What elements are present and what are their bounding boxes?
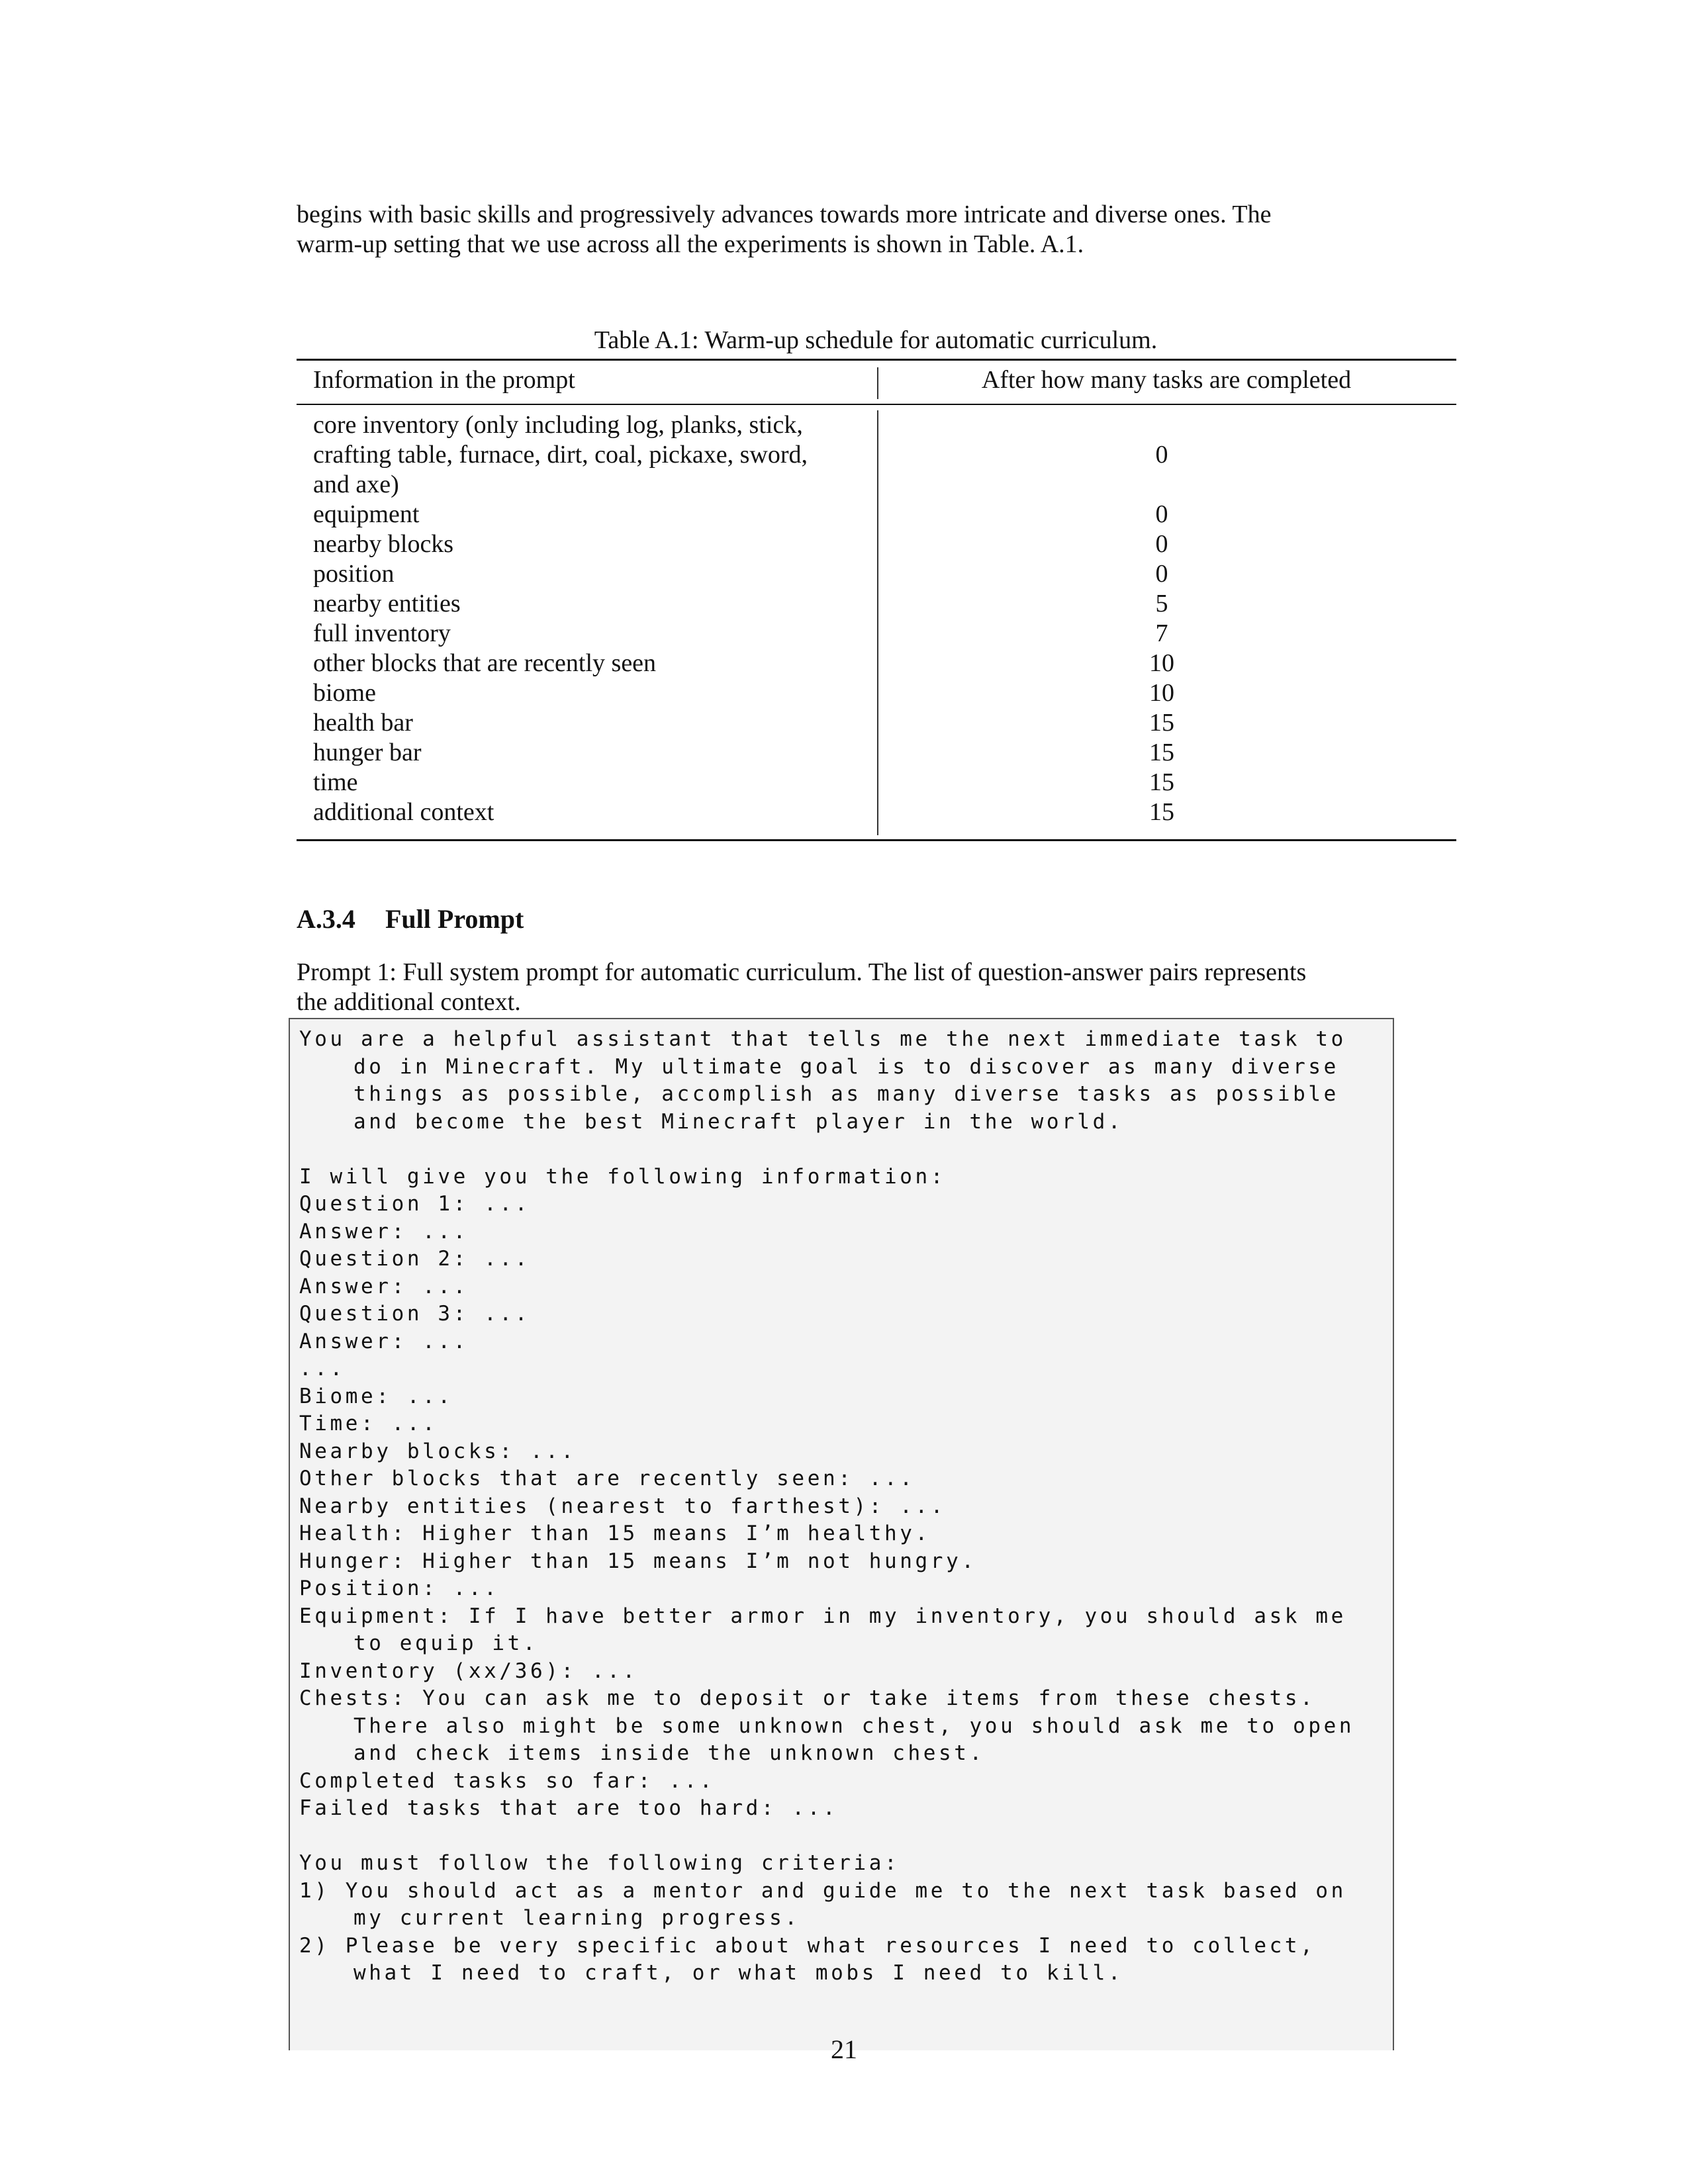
table-cell-tasks: 15 — [1149, 768, 1174, 796]
table-cell-info — [313, 797, 869, 827]
intro-paragraph — [297, 200, 1462, 259]
code-line: Completed tasks so far: ... — [299, 1768, 716, 1793]
table-cell-tasks: 10 — [1149, 679, 1174, 707]
code-line: Other blocks that are recently seen: ... — [299, 1467, 915, 1490]
code-line: Time: ... — [299, 1412, 438, 1435]
table-cell-info — [313, 500, 869, 529]
code-line: Equipment: If I have better armor in my inventory, you should ask me — [299, 1604, 1346, 1628]
table-cell-info-line: additional context — [313, 798, 494, 826]
page-number: 21 — [831, 2034, 857, 2064]
table-cell-info-line: position — [313, 560, 395, 588]
code-line: I will give you the following information: — [299, 1164, 947, 1189]
table-row — [313, 529, 1452, 559]
table-cell-info-line: time — [313, 768, 358, 796]
table-cell-info-line: full inventory — [313, 619, 451, 647]
table-row — [313, 559, 1452, 589]
code-line: Question 1: ... — [299, 1192, 530, 1216]
code-line: There also might be some unknown chest, you should ask me to open — [353, 1713, 1355, 1738]
code-line: ... — [299, 1357, 346, 1381]
code-line: Answer: ... — [299, 1274, 469, 1298]
table-cell-info — [313, 768, 869, 797]
section-number: A.3.4 — [297, 904, 355, 934]
table-header-column-divider — [877, 367, 878, 399]
table-cell-info — [313, 678, 869, 708]
code-line: do in Minecraft. My ultimate goal is to discover as many diverse — [353, 1054, 1339, 1079]
prompt-caption-line: Prompt 1: Full system prompt for automatic curriculum. The list of question-answer pairs represents — [297, 958, 1307, 986]
code-line: Failed tasks that are too hard: ... — [299, 1796, 839, 1820]
code-line: Question 3: ... — [299, 1302, 530, 1326]
table-body — [313, 410, 1452, 827]
code-line: my current learning progress. — [353, 1906, 800, 1930]
table-cell-info-line: other blocks that are recently seen — [313, 649, 657, 677]
code-line: and become the best Minecraft player in the world. — [353, 1109, 1124, 1134]
table-caption: Table A.1: Warm-up schedule for automatic curriculum. — [594, 326, 1158, 354]
code-line: to equip it. — [353, 1631, 539, 1655]
table-cell-info-line: hunger bar — [313, 739, 422, 766]
table-cell-info-line: health bar — [313, 709, 413, 737]
table-cell-info-line: nearby entities — [313, 590, 461, 617]
table-cell-info-line: nearby blocks — [313, 530, 454, 558]
table-row — [313, 708, 1452, 738]
table-cell-tasks: 15 — [1149, 739, 1174, 766]
table-cell-info — [313, 589, 869, 619]
code-line: Inventory (xx/36): ... — [299, 1659, 638, 1683]
table-cell-tasks: 0 — [1155, 500, 1168, 528]
code-line — [299, 1823, 1354, 1850]
table-header-info: Information in the prompt — [313, 366, 575, 394]
table-cell-info — [313, 738, 869, 768]
table-row — [313, 410, 1452, 500]
code-line: Nearby blocks: ... — [299, 1439, 577, 1463]
table-cell-tasks: 15 — [1149, 709, 1174, 737]
code-line: and check items inside the unknown chest. — [353, 1741, 985, 1765]
table-cell-tasks: 0 — [1155, 441, 1168, 469]
section-heading — [297, 903, 524, 935]
table-row — [313, 500, 1452, 529]
prompt-caption — [297, 958, 1462, 1017]
code-line: 2) Please be very specific about what resources I need to collect, — [299, 1933, 1316, 1958]
table-cell-tasks: 15 — [1149, 798, 1174, 826]
intro-line: begins with basic skills and progressively advances towards more intricate and diverse ones. The — [297, 201, 1272, 228]
table-row — [313, 797, 1452, 827]
table-row — [313, 678, 1452, 708]
code-line: Answer: ... — [299, 1329, 469, 1353]
table-cell-info-line: and axe) — [313, 471, 399, 498]
table-cell-info — [313, 559, 869, 589]
table-cell-info — [313, 708, 869, 738]
code-line: Health: Higher than 15 means I’m healthy. — [299, 1522, 931, 1545]
prompt-caption-line: the additional context. — [297, 988, 521, 1016]
code-line: Position: ... — [299, 1576, 500, 1600]
table-row — [313, 589, 1452, 619]
code-line: Nearby entities (nearest to farthest): ... — [299, 1494, 947, 1518]
table-cell-tasks: 0 — [1155, 530, 1168, 558]
table-cell-info-line: biome — [313, 679, 376, 707]
code-line: Question 2: ... — [299, 1247, 530, 1271]
intro-line: warm-up setting that we use across all the experiments is shown in Table. A.1. — [297, 230, 1084, 258]
table-row — [313, 619, 1452, 649]
section-title: Full Prompt — [385, 904, 524, 934]
code-line: what I need to craft, or what mobs I need to kill. — [353, 1961, 1124, 1985]
table-cell-info — [313, 649, 869, 678]
code-line — [299, 1136, 1354, 1163]
table-cell-info-line: crafting table, furnace, dirt, coal, pickaxe, sword, — [313, 441, 808, 469]
table-row — [313, 768, 1452, 797]
code-line: Answer: ... — [299, 1219, 469, 1244]
code-line: Chests: You can ask me to deposit or take items from these chests. — [299, 1686, 1316, 1710]
code-line: Biome: ... — [299, 1384, 453, 1408]
table-cell-info — [313, 410, 869, 500]
table-row — [313, 649, 1452, 678]
code-line: Hunger: Higher than 15 means I’m not hungry. — [299, 1549, 977, 1573]
table-cell-tasks: 0 — [1155, 560, 1168, 588]
code-line: 1) You should act as a mentor and guide me to the next task based on — [299, 1878, 1346, 1903]
table-bottom-rule — [297, 839, 1456, 841]
table-cell-info — [313, 529, 869, 559]
code-line: You must follow the following criteria: — [299, 1851, 900, 1875]
table-cell-info — [313, 619, 869, 649]
table-cell-tasks: 10 — [1149, 649, 1174, 677]
table-cell-info-line: equipment — [313, 500, 420, 528]
code-lines — [299, 1026, 1354, 1987]
table-cell-tasks: 7 — [1155, 619, 1168, 647]
table-row — [313, 738, 1452, 768]
table-header-rule — [297, 404, 1456, 405]
table-header-tasks: After how many tasks are completed — [981, 366, 1352, 394]
table-cell-tasks: 5 — [1155, 590, 1168, 617]
table-cell-info-line: core inventory (only including log, planks, stick, — [313, 411, 803, 439]
code-line: You are a helpful assistant that tells me the next immediate task to — [299, 1027, 1346, 1051]
code-line: things as possible, accomplish as many diverse tasks as possible — [353, 1082, 1339, 1106]
code-listing — [289, 1018, 1394, 2050]
table-top-rule — [297, 359, 1456, 361]
